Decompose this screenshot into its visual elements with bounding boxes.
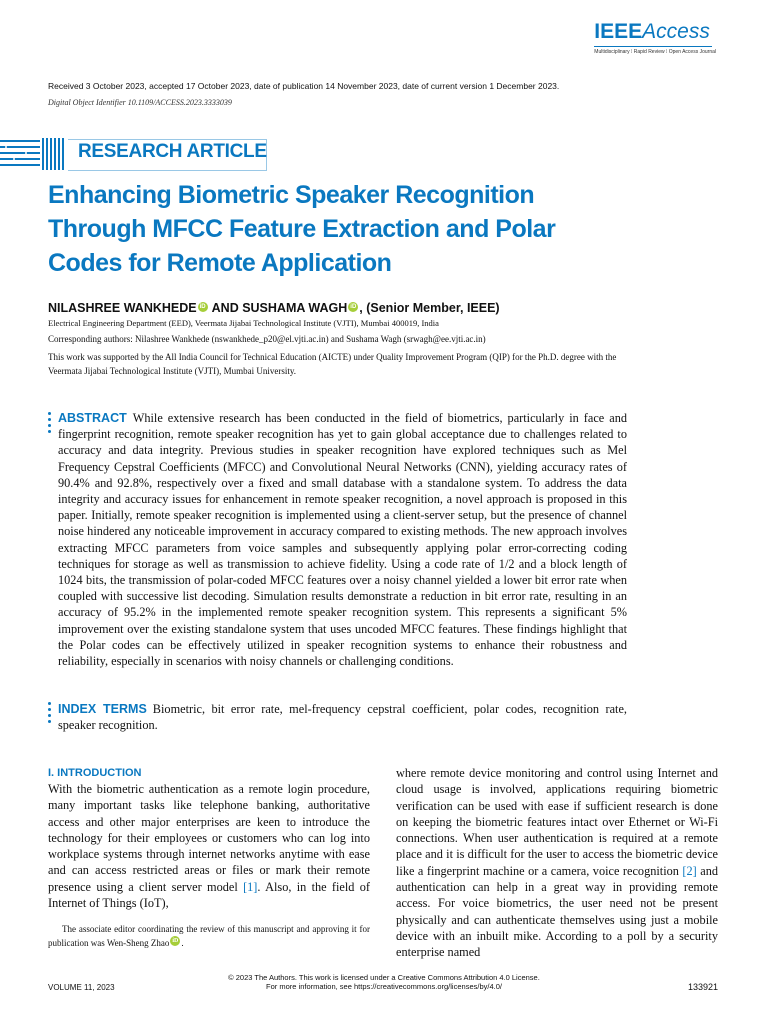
section-heading: I. INTRODUCTION [48, 767, 142, 779]
corresponding-authors: Corresponding authors: Nilashree Wankhede (nswankhede_p20@el.vjti.ac.in) and Sushama Wagh (srwagh@ee.vjti.ac.in) [48, 334, 486, 344]
body-text: . Also, in the field of Internet of Things (IoT), [48, 879, 371, 911]
article-type: RESEARCH ARTICLE [78, 141, 267, 162]
affiliation: Electrical Engineering Department (EED), Veermata Jijabai Technological Institute (VJTI), Mumbai 400019, India [48, 318, 439, 328]
footnote-end: . [181, 938, 184, 948]
abstract-text: While extensive research has been conducted in the field of biometrics, particularly in face and fingerprint recognition, remote speaker recognition has yet to gain global acceptance due to challenges related to accuracy and data integrity. Previous studies in speaker recognition have explored techniques such as Mel Frequency Cepstral Coefficients (MFCC) and Convolutional Neural Networks (CNN), yielding accuracy rates of 90.4% and 92.8%, respectively over a fixed and small database with a standalone system. To address the data integrity and accuracy issues for enhancement in remote speaker recognition, a novel approach is proposed in this paper. Initially, remote speaker recognition is implemented using a client-server setup, but the presence of channel noise hindered any noticeable improvement in accuracy compared to existing methods. The new approach involves extracting MFCC parameters from voice samples and subsequently applying polar error-correcting coding techniques for storage as well as transmission to achieve fidelity. Using a code rate of 1/2 and a block length of 1024 bits, the transmission of polar-coded MFCC features over a noisy channel yielded a lower bit error rate when coupled with successive list decoding. Simulation results demonstrate a reduction in bit error rate, resulting in an accuracy of 95.2% in the implemented remote speaker recognition system. This represents a significant 5% improvement over the existing standalone system that uses uncoded MFCC features. These findings highlight that the Polar codes can be effectively utilized in speaker recognition systems to enhance their robustness and reliability, especially in scenarios with noisy channels or challenging conditions. [58, 411, 627, 669]
body-text: where remote device monitoring and control using Internet and cloud usage is involved, applications requiring biometric verification can be used with ease if sufficient research is done on keeping the biometric features intact over Ethernet or Wi-Fi connections. When user authentication is required at a remote place and it is difficult for the user to access the biometric device like a fingerprint machine or a camera, voice recognition [396, 766, 718, 878]
banner-stripes [0, 138, 66, 170]
abstract-label: ABSTRACT [58, 411, 127, 425]
volume-label: VOLUME 11, 2023 [48, 983, 115, 992]
citation-link[interactable]: [1] [243, 879, 258, 894]
page-number: 133921 [687, 982, 718, 992]
author-2: AND SUSHAMA WAGH [208, 301, 348, 315]
funding-statement: This work was supported by the All India Council for Technical Education (AICTE) under Quality Improvement Program (QIP) for the Ph.D. degree with the Veermata Jijabai Technological Institute (VJTI), Mumbai University. [48, 352, 617, 376]
received-dates: Received 3 October 2023, accepted 17 October 2023, date of publication 14 November 2023, date of current version 1 December 2023. [48, 81, 560, 91]
paper-title: Enhancing Biometric Speaker Recognition Through MFCC Feature Extraction and Polar Codes for Remote Application [48, 181, 556, 277]
orcid-icon[interactable]: iD [350, 304, 357, 310]
logo-rule [594, 46, 712, 47]
author-suffix: , (Senior Member, IEEE) [359, 301, 500, 315]
orcid-icon[interactable]: iD [172, 938, 179, 944]
abstract [58, 410, 627, 669]
index-terms-label: INDEX TERMS [58, 702, 147, 716]
orcid-icon[interactable]: iD [199, 304, 206, 310]
author-1: NILASHREE WANKHEDE [48, 301, 197, 315]
license-notice [0, 973, 768, 991]
body-column-right [396, 765, 718, 961]
logo-brand-access: Access [642, 20, 710, 43]
citation-link[interactable]: [2] [682, 863, 697, 878]
index-terms [58, 701, 627, 733]
body-text: and authentication can help in a great way in providing remote access. For voice biometrics, the user need not be present physically and can authenticate themselves using just a mobile device with an inbuilt mike. According to a poll by a security enterprise named [396, 863, 718, 960]
abstract-dots-icon [48, 412, 51, 436]
body-column-left [48, 781, 370, 911]
logo-tagline: Multidisciplinary ⁞ Rapid Review ⁞ Open Access Journal [594, 49, 716, 55]
logo-brand: IEEE [594, 20, 643, 43]
index-terms-dots-icon [48, 702, 51, 726]
author-line [48, 301, 500, 315]
index-terms-text: Biometric, bit error rate, mel-frequency cepstral coefficient, polar codes, recognition rate, speaker recognition. [58, 702, 627, 733]
editor-footnote [48, 922, 370, 950]
journal-logo [594, 20, 716, 55]
doi: Digital Object Identifier 10.1109/ACCESS.2023.3333039 [48, 98, 232, 107]
footnote-text: The associate editor coordinating the review of this manuscript and approving it for publication was Wen-Sheng Zhao [48, 924, 370, 948]
license-line-2[interactable]: For more information, see https://creativecommons.org/licenses/by/4.0/ [266, 982, 502, 991]
body-text: With the biometric authentication as a remote login procedure, many important tasks like telephone banking, authoritative access and other major enterprises are keen to introduce the technology for their employees or customers who can log into workplace systems through internet networks anytime with ease and can access restricted areas or files or mark their remote presence using a client server model [48, 782, 370, 894]
license-line-1: © 2023 The Authors. This work is licensed under a Creative Commons Attribution 4.0 License. [228, 973, 540, 982]
